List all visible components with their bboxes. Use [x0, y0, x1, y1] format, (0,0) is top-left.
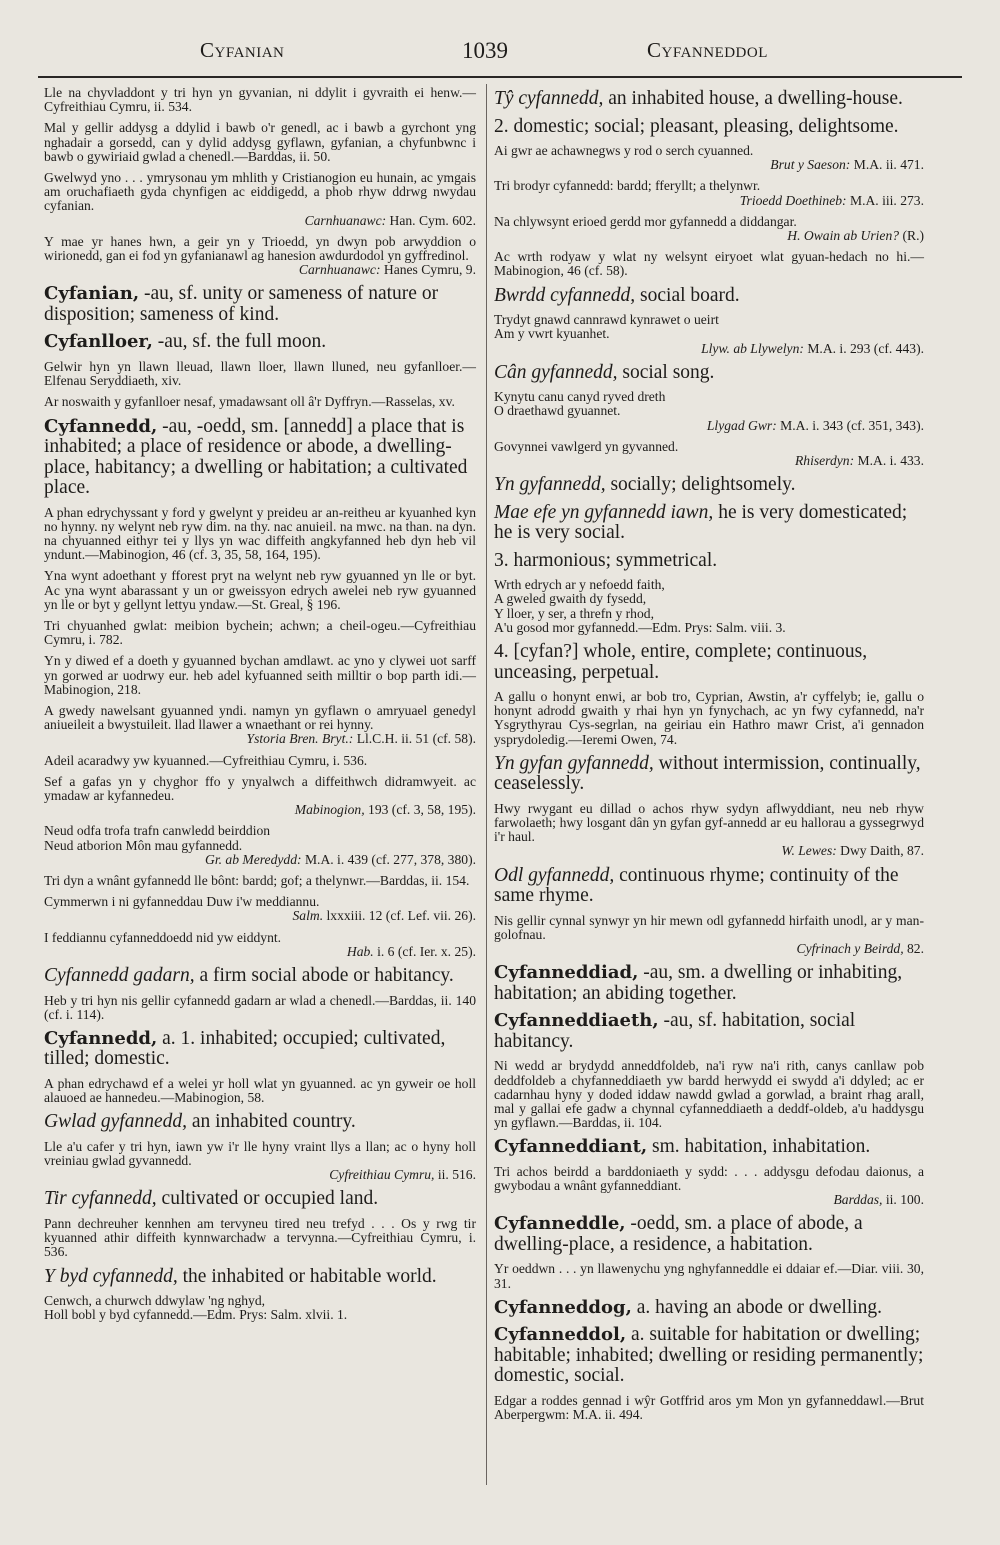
- source-name: Trioedd Doethineb:: [739, 192, 847, 208]
- quote-source: [494, 158, 924, 172]
- quote-source: [44, 214, 476, 228]
- quote-line: Ni wedd ar brydydd anneddfoldeb, na'i ryw na'i rith, canys canllaw pob deddfoldeb a chyfanneddiaeth yw bardd herwydd ei swydd a'i ddyled; ac er cadarnhau hyny y doded iddaw nawdd gwlad a gorwlad, a braint rhag arall, mal y gallai efe gadw a chynnal cyfanneddiaeth a deddf-oldeb, a'u haddysgu yn gyflawn.—Barddas, ii. 104.: [494, 1058, 924, 1131]
- header-rule: [38, 76, 962, 78]
- headword: Cyfanneddle,: [494, 1213, 626, 1235]
- source-name: Cyfreithiau Cymru,: [329, 1167, 435, 1183]
- dictionary-entry: [494, 286, 924, 307]
- headword: Cyfannedd,: [44, 415, 158, 437]
- quote-line: Tri achos beirdd a barddoniaeth y sydd: . . . addysgu defodau daionus, a gwybodau a wnânt gyfanneddiant.: [494, 1163, 924, 1194]
- citation-quote: [494, 1394, 924, 1422]
- headword: Cyfanian,: [44, 283, 140, 305]
- dictionary-entry: [494, 1298, 924, 1319]
- definition: -au, sf. the full moon.: [157, 331, 327, 353]
- source-reference: M.A. ii. 471.: [853, 157, 924, 173]
- entry-phrase: Mae efe yn gyfannedd iawn,: [494, 501, 714, 523]
- running-header: [30, 30, 970, 70]
- quote-line: A'u gosod mor gyfannedd.—Edm. Prys: Salm. viii. 3.: [494, 619, 786, 635]
- citation-quote: [494, 313, 924, 356]
- quote-line: Edgar a roddes gennad i wŷr Gotffrid aros ym Mon yn gyfanneddawl.—Brut Aberpergwm: M.A. ii. 494.: [494, 1392, 924, 1423]
- headword: Cyfanneddiant,: [494, 1136, 648, 1158]
- source-name: Gr. ab Meredydd:: [205, 851, 302, 867]
- quote-line: Ar noswaith y gyfanlloer nesaf, ymadawsant oll â'r Dyffryn.—Rasselas, xv.: [44, 394, 455, 410]
- dictionary-entry: [494, 551, 924, 572]
- source-reference: 193 (cf. 3, 58, 195).: [368, 802, 476, 818]
- dictionary-entry: [44, 966, 476, 987]
- quote-line: Y lloer, y ser, a threfn y rhod,: [494, 605, 654, 621]
- dictionary-entry: [494, 1325, 924, 1387]
- source-name: Carnhuanawc:: [304, 212, 387, 228]
- dictionary-entry: [494, 503, 924, 544]
- quote-line: Gwelwyd yno . . . ymrysonau ym mhlith y Cristianogion eu hunain, ac ymgais am oruchafiaeth gyda chynfigen ac eiddigedd, a phob rhyw ddrwg nwydau cyfanian.: [44, 170, 476, 214]
- citation-quote: [494, 1165, 924, 1208]
- citation-quote: [44, 1217, 476, 1260]
- citation-quote: [44, 235, 476, 278]
- definition: an inhabited house, a dwelling-house.: [608, 88, 903, 109]
- quote-source: [494, 342, 924, 356]
- definition: 2. domestic; social; pleasant, pleasing, delightsome.: [494, 115, 899, 137]
- quote-source: [44, 909, 476, 923]
- definition: a. having an abode or dwelling.: [636, 1296, 883, 1318]
- entry-phrase: Odl gyfannedd,: [494, 864, 615, 886]
- quote-line: Lle na chyvladdont y tri hyn yn gyvanian, ni ddylit i gyvraith ei henw.—Cyfreithiau Cymru, ii. 534.: [44, 85, 476, 115]
- entry-phrase: Cyfannedd gadarn,: [44, 965, 195, 987]
- dictionary-entry: [44, 417, 476, 499]
- definition: the inhabited or habitable world.: [182, 1265, 437, 1287]
- quote-line: Trydyt gnawd cannrawd kynrawet o ueirt: [494, 312, 719, 328]
- quote-line: Lle a'u cafer y tri hyn, iawn yw i'r lle hyny vraint llys a llan; ac o hyny holl vreiniau gwlad gyvannedd.: [44, 1138, 476, 1169]
- quote-line: Hwy rwygant eu dillad o achos rhyw sydyn aflwyddiant, neu neb rhyw farwolaeth; hwy losgant dân yn gyfan gyf-annedd ar eu hallorau a gyssegrwyd i'r haul.: [494, 800, 924, 845]
- quote-source: [44, 263, 476, 277]
- quote-source: [494, 194, 924, 208]
- citation-quote: [494, 440, 924, 468]
- definition: without intermission, continually, ceaselessly.: [494, 752, 921, 795]
- definition: -au, -oedd, sm. [annedd] a place that is inhabited; a place of residence or abode, a dwelling-place, habitancy; a dwelling or habitation; a cultivated place.: [44, 415, 468, 499]
- citation-quote: [44, 619, 476, 647]
- quote-line: Cymmerwn i ni gyfanneddau Duw i'w meddiannu.: [44, 894, 320, 910]
- citation-quote: [44, 654, 476, 697]
- quote-line: Wrth edrych ar y nefoedd faith,: [494, 577, 665, 593]
- citation-quote: [494, 914, 924, 957]
- citation-quote: [44, 121, 476, 164]
- citation-quote: [44, 1077, 476, 1105]
- definition: socially; delightsomely.: [610, 474, 796, 496]
- header-left-word: Cyfanian: [200, 38, 285, 62]
- quote-line: Neud atborion Môn mau gyfannedd.: [44, 837, 243, 853]
- citation-quote: [494, 802, 924, 859]
- source-name: Llyw. ab Llywelyn:: [701, 340, 804, 356]
- quote-line: Tri dyn a wnânt gyfannedd lle bônt: bardd; gof; a thelynwr.—Barddas, ii. 154.: [44, 873, 470, 889]
- quote-line: Tri brodyr cyfannedd: bardd; fferyllt; a thelynwr.: [494, 178, 761, 194]
- citation-quote: [44, 775, 476, 818]
- left-column: [44, 86, 476, 1329]
- quote-line: O draethawd gyuannet.: [494, 403, 621, 419]
- quote-line: A gallu o honynt enwi, ar bob tro, Cyprian, Awstin, a'r cyffelyb; ie, gallu o honynt adrodd gwaith y rhai hyn yn fynychach, ac yn fwy cyfannedd, na'r Ysgrythyrau Cys-segrlan, na geiriau ein Hathro mawr Crist, a'i gennadon ysprydoledig.—Ieremi Owen, 74.: [494, 689, 924, 747]
- citation-quote: [44, 704, 476, 747]
- quote-line: A gwedy nawelsant gyuanned yndi. namyn yn gyflawn o amryuael genedyl aniueileit a bwystuileit. llad llawer a wnaethant or rei hynny.: [44, 702, 476, 733]
- source-name: Cyfrinach y Beirdd,: [796, 941, 904, 957]
- dictionary-entry: [494, 1011, 924, 1052]
- quote-line: Yn y diwed ef a doeth y gyuanned bychan amdlawt. ac yno y clywei uot sarff yn gorwed ar uodrwy eur. heb adel kyfuanned seith milltir o bop parth idi.—Mabinogion, 218.: [44, 653, 476, 697]
- source-reference: M.A. i. 293 (cf. 443).: [807, 340, 924, 356]
- definition: a firm social abode or habitancy.: [199, 965, 454, 987]
- dictionary-entry: [494, 363, 924, 384]
- header-right-word: Cyfanneddol: [647, 38, 768, 62]
- dictionary-entry: [494, 117, 924, 138]
- quote-source: [494, 844, 924, 858]
- citation-quote: [44, 895, 476, 923]
- quote-source: [494, 419, 924, 433]
- entry-phrase: Cân gyfannedd,: [494, 361, 618, 383]
- source-reference: 82.: [907, 941, 924, 957]
- quote-line: A phan edrychyssant y ford y gwelynt y preideu ar an-reitheu ar kyuanhed kyn no hynny. ny welynt neb ryw dim. na thy. nac anuieil. na mwc. na than. na dyn. na chyuanned eithyr tei y llys yn wac diffeith angkyfanned heb dyn heb vil yndunt.—Mabinogion, 46 (cf. 3, 35, 58, 164, 195).: [44, 504, 476, 563]
- citation-quote: [44, 824, 476, 867]
- quote-line: Pann dechreuher kennhen am tervyneu tired neu trefyd . . . Os y rwg tir kyuanned athir diffeith kynnwarchadw a tervynna.—Cyfreithiau Cymru, i. 536.: [44, 1215, 476, 1260]
- column-divider: [486, 84, 487, 1485]
- quote-line: I feddiannu cyfanneddoedd nid yw eiddynt.: [44, 929, 282, 945]
- source-name: Llygad Gwr:: [706, 417, 777, 433]
- source-name: Barddas,: [833, 1192, 883, 1208]
- headword: Cyfanneddol,: [494, 1324, 627, 1346]
- citation-quote: [44, 754, 476, 768]
- definition: an inhabited country.: [191, 1111, 356, 1133]
- right-column: [494, 86, 924, 1429]
- headword: Cyfanneddog,: [494, 1296, 632, 1318]
- entry-phrase: Tir cyfannedd,: [44, 1188, 157, 1210]
- quote-source: [44, 853, 476, 867]
- dictionary-entry: [44, 332, 476, 353]
- source-reference: Ll.C.H. ii. 51 (cf. 58).: [356, 731, 476, 747]
- quote-source: [494, 229, 924, 243]
- quote-source: [494, 1193, 924, 1207]
- source-name: Carnhuanawc:: [298, 262, 381, 278]
- quote-line: Neud odfa trofa trafn canwledd beirddion: [44, 823, 271, 839]
- definition: sm. habitation, inhabitation.: [652, 1136, 871, 1158]
- dictionary-entry: [494, 89, 924, 110]
- quote-source: [494, 454, 924, 468]
- quote-line: Cenwch, a churwch ddwylaw 'ng nghyd,: [44, 1293, 266, 1309]
- definition: social song.: [622, 361, 715, 383]
- dictionary-entry: [44, 284, 476, 325]
- citation-quote: [44, 360, 476, 388]
- citation-quote: [494, 1059, 924, 1130]
- citation-quote: [494, 690, 924, 747]
- quote-line: Yna wynt adoethant y fforest pryt na welynt neb ryw gyuanned yn lle or byt. Ac yna wynt abarassant y un or gweissyon edrych awelei neb ryw gyuanned yn lle or byt y gellynt lettyu yndaw.—St. Greal, § 196.: [44, 568, 476, 612]
- source-name: Brut y Saeson:: [770, 157, 851, 173]
- citation-quote: [494, 250, 924, 278]
- quote-line: A phan edrychawd ef a welei yr holl wlat yn gyuanned. ac yn gyweir oe holl alauoed ae hannedeu.—Mabinogion, 58.: [44, 1075, 476, 1106]
- citation-quote: [44, 994, 476, 1022]
- quote-line: Holl bobl y byd cyfannedd.—Edm. Prys: Salm. xlvii. 1.: [44, 1307, 348, 1323]
- quote-line: Yr oeddwn . . . yn llawenychu yng nghyfanneddle ei ddaiar ef.—Diar. viii. 30, 31.: [494, 1261, 924, 1291]
- citation-quote: [494, 215, 924, 243]
- source-reference: Dwy Daith, 87.: [840, 843, 924, 859]
- headword: Cyfanneddiaeth,: [494, 1010, 659, 1032]
- citation-quote: [44, 874, 476, 888]
- quote-source: [44, 1168, 476, 1182]
- headword: Cyfannedd,: [44, 1027, 158, 1049]
- source-reference: (R.): [902, 228, 924, 244]
- dictionary-entry: [44, 1029, 476, 1070]
- quote-source: [44, 803, 476, 817]
- source-name: H. Owain ab Urien?: [787, 228, 900, 244]
- source-reference: M.A. iii. 273.: [849, 192, 924, 208]
- definition: social board.: [640, 284, 740, 306]
- definition: 3. harmonious; symmetrical.: [494, 549, 718, 571]
- quote-line: Govynnei vawlgerd yn gyvanned.: [494, 438, 679, 454]
- citation-quote: [44, 395, 476, 409]
- quote-line: Am y vwrt kyuanhet.: [494, 326, 610, 342]
- quote-line: Heb y tri hyn nis gellir cyfannedd gadarn ar wlad a chenedl.—Barddas, ii. 140 (cf. i. 114).: [44, 992, 476, 1022]
- definition: cultivated or occupied land.: [161, 1188, 379, 1210]
- quote-line: Nis gellir cynnal synwyr yn hir mewn odl gyfannedd hirfaith unodl, ar y man-golofnau.: [494, 912, 924, 942]
- headword: Cyfanlloer,: [44, 331, 153, 353]
- source-name: Ystoria Bren. Bryt.:: [246, 731, 354, 747]
- dictionary-entry: [494, 754, 924, 795]
- dictionary-entry: [494, 963, 924, 1004]
- definition: -au, sf. unity or sameness of nature or disposition; sameness of kind.: [44, 283, 439, 325]
- citation-quote: [494, 144, 924, 172]
- quote-line: Ai gwr ae achawnegws y rod o serch cyuanned.: [494, 143, 754, 158]
- source-name: Hab.: [346, 943, 374, 959]
- source-reference: M.A. i. 433.: [857, 453, 924, 469]
- definition: a. 1. inhabited; occupied; cultivated, tilled; domestic.: [44, 1027, 446, 1070]
- quote-line: Gelwir hyn yn llawn lleuad, llawn lloer, llawn lluned, neu gyfanlloer.—Elfenau Seryddiaeth, xiv.: [44, 358, 476, 389]
- citation-quote: [494, 390, 924, 433]
- dictionary-entry: [44, 1189, 476, 1210]
- quote-line: Kynytu canu canyd ryved dreth: [494, 389, 666, 405]
- citation-quote: [494, 578, 924, 635]
- quote-line: Sef a gafas yn y chyghor ffo y ynyalwch a diffeithwch didramwyeit. ac ymadaw ar kyfannedeu.: [44, 773, 476, 803]
- citation-quote: [44, 1294, 476, 1322]
- quote-source: [44, 732, 476, 746]
- citation-quote: [44, 86, 476, 114]
- definition: continuous rhyme; continuity of the same rhyme.: [494, 864, 899, 907]
- source-reference: i. 6 (cf. Ier. x. 25).: [377, 943, 476, 959]
- quote-line: Adeil acaradwy yw kyuanned.—Cyfreithiau Cymru, i. 536.: [44, 752, 368, 768]
- citation-quote: [44, 569, 476, 612]
- quote-source: [494, 942, 924, 956]
- citation-quote: [494, 179, 924, 207]
- source-name: W. Lewes:: [781, 843, 837, 859]
- definition: 4. [cyfan?] whole, entire, complete; continuous, unceasing, perpetual.: [494, 641, 868, 683]
- source-reference: M.A. i. 439 (cf. 277, 378, 380).: [304, 851, 476, 867]
- citation-quote: [494, 1262, 924, 1290]
- citation-quote: [44, 1140, 476, 1183]
- source-name: Mabinogion,: [294, 802, 365, 818]
- source-reference: Han. Cym. 602.: [389, 212, 476, 228]
- citation-quote: [44, 931, 476, 959]
- quote-line: A gweled gwaith dy fysedd,: [494, 591, 647, 607]
- citation-quote: [44, 506, 476, 563]
- entry-phrase: Yn gyfannedd,: [494, 474, 606, 496]
- quote-line: Na chlywsynt erioed gerdd mor gyfannedd a diddangar.: [494, 213, 797, 229]
- source-reference: Hanes Cymru, 9.: [383, 262, 476, 278]
- definition: he is very domesticated; he is very social.: [494, 501, 908, 544]
- quote-line: Ac wrth rodyaw y wlat ny welsynt eiryoet wlat gyuan-hedach no hi.—Mabinogion, 46 (cf. 58).: [494, 249, 924, 279]
- quote-line: Mal y gellir addysg a ddylid i bawb o'r genedl, ac i bawb a gyrchont yng nghadair a gorsedd, can y dylid addysg gyflawn, gyfanian, a chyfunbwnc i bawb o gywiriaid gwlad a chenedl.—Barddas, ii. 50.: [44, 120, 476, 164]
- definition: -oedd, sm. a place of abode, a dwelling-place, a residence, a habitation.: [494, 1213, 863, 1255]
- entry-phrase: Gwlad gyfannedd,: [44, 1111, 187, 1133]
- source-name: Salm.: [292, 908, 324, 924]
- definition: a. suitable for habitation or dwelling; habitable; inhabited; dwelling or residing permanently; domestic, social.: [494, 1324, 924, 1387]
- quote-line: Y mae yr hanes hwn, a geir yn y Trioedd, yn dwyn pob arwyddion o wirionedd, gan ei fod yn gyfanianawl ag hanesion awdurdodol yn gyffredinol.: [44, 233, 476, 264]
- entry-phrase: Tŷ cyfannedd,: [494, 88, 604, 109]
- dictionary-entry: [44, 1112, 476, 1133]
- citation-quote: [44, 171, 476, 228]
- page-number: 1039: [462, 38, 508, 63]
- entry-phrase: Bwrdd cyfannedd,: [494, 284, 636, 306]
- dictionary-entry: [494, 475, 924, 496]
- definition: -au, sm. a dwelling or inhabiting, habitation; an abiding together.: [494, 962, 903, 1004]
- entry-phrase: Y byd cyfannedd,: [44, 1265, 178, 1287]
- source-reference: lxxxiii. 12 (cf. Lef. vii. 26).: [326, 908, 476, 924]
- entry-phrase: Yn gyfan gyfannedd,: [494, 752, 654, 774]
- dictionary-entry: [494, 642, 924, 683]
- source-name: Rhiserdyn:: [794, 453, 855, 469]
- dictionary-entry: [494, 866, 924, 907]
- quote-source: [44, 945, 476, 959]
- quote-line: Tri chyuanhed gwlat: meibion bychein; achwn; a cheil-ogeu.—Cyfreithiau Cymru, i. 782.: [44, 617, 476, 648]
- definition: -au, sf. habitation, social habitancy.: [494, 1010, 856, 1052]
- dictionary-entry: [494, 1137, 924, 1158]
- dictionary-entry: [494, 1214, 924, 1255]
- source-reference: ii. 100.: [885, 1192, 924, 1208]
- headword: Cyfanneddiad,: [494, 962, 639, 984]
- source-reference: ii. 516.: [437, 1167, 476, 1183]
- source-reference: M.A. i. 343 (cf. 351, 343).: [780, 417, 924, 433]
- dictionary-entry: [44, 1267, 476, 1288]
